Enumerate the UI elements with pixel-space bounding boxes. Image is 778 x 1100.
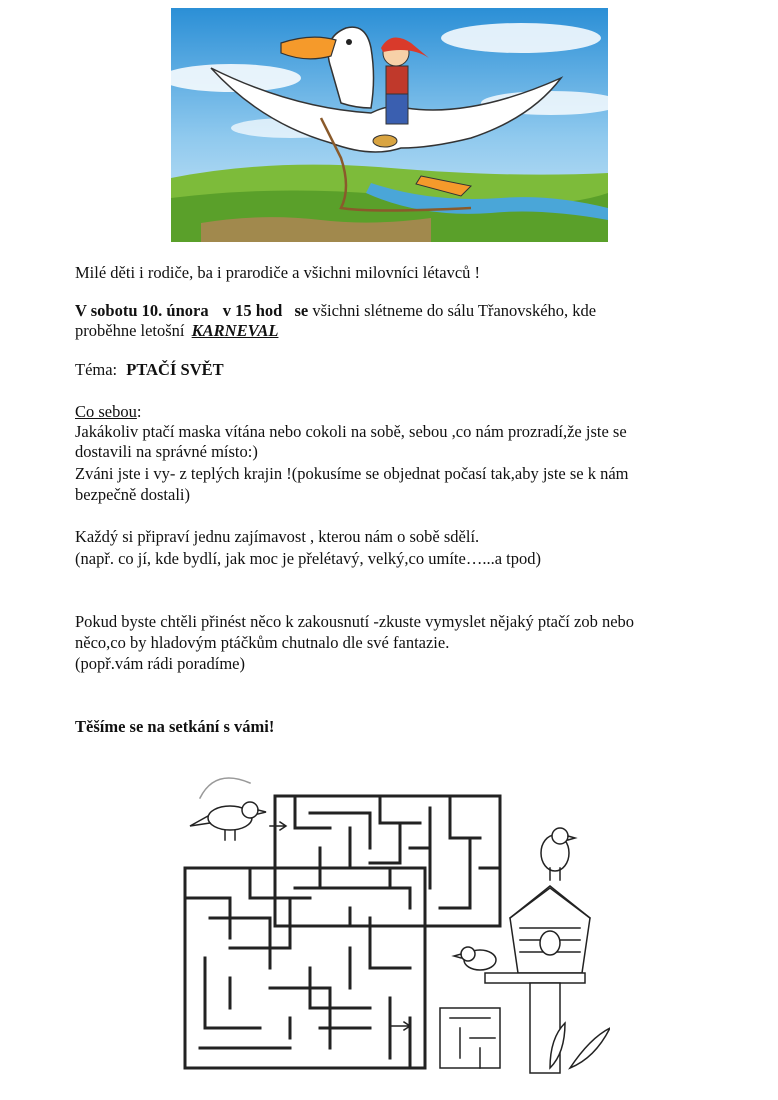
theme-label: Téma: bbox=[75, 360, 118, 379]
snack-line: Pokud byste chtěli přinést něco k zakousnutí -zkuste vymyslet nějaký ptačí zob nebo bbox=[75, 612, 635, 631]
invite-date: V sobotu 10. února bbox=[75, 301, 209, 320]
invite-line2-prefix: proběhne letošní bbox=[75, 321, 189, 340]
interest-line: Každý si připraví jednu zajímavost , kterou nám o sobě sdělí. bbox=[75, 527, 480, 546]
bring-heading: Co sebou bbox=[75, 402, 137, 421]
bring-line: dostavili na správné místo:) bbox=[75, 442, 258, 461]
bring-colon: : bbox=[136, 402, 142, 421]
greeting-text: Milé děti i rodiče, ba i prarodiče a všichni milovníci létavců ! bbox=[75, 263, 481, 282]
snack-line: něco,co by hladovým ptáčkům chutnalo dle své fantazie. bbox=[75, 633, 450, 652]
interest-line: (např. co jí, kde bydlí, jak moc je přelétavý, velký,co umíte…...a tpod) bbox=[75, 549, 541, 568]
invite-line-1 bbox=[75, 301, 596, 321]
bring-line: bezpečně dostali) bbox=[75, 485, 190, 504]
goose-flight-illustration bbox=[171, 8, 608, 242]
bird-maze-illustration bbox=[170, 768, 610, 1078]
theme-value: PTAČÍ SVĚT bbox=[126, 360, 224, 379]
bring-heading-line bbox=[75, 402, 141, 422]
invite-time: v 15 hod bbox=[222, 301, 283, 320]
invite-line-2 bbox=[75, 321, 278, 341]
invite-se: se bbox=[294, 301, 309, 320]
bring-line: Zváni jste i vy- z teplých krajin !(pokusíme se objednat počasí tak,aby jste se k nám bbox=[75, 464, 629, 483]
theme-line bbox=[75, 360, 224, 380]
closing-text: Těšíme se na setkání s vámi! bbox=[75, 717, 275, 736]
event-name: KARNEVAL bbox=[191, 321, 279, 340]
invite-rest: všichni slétneme do sálu Třanovského, kde bbox=[308, 301, 597, 320]
snack-line: (popř.vám rádi poradíme) bbox=[75, 654, 245, 673]
bring-line: Jakákoliv ptačí maska vítána nebo cokoli na sobě, sebou ,co nám prozradí,že jste se bbox=[75, 422, 627, 441]
